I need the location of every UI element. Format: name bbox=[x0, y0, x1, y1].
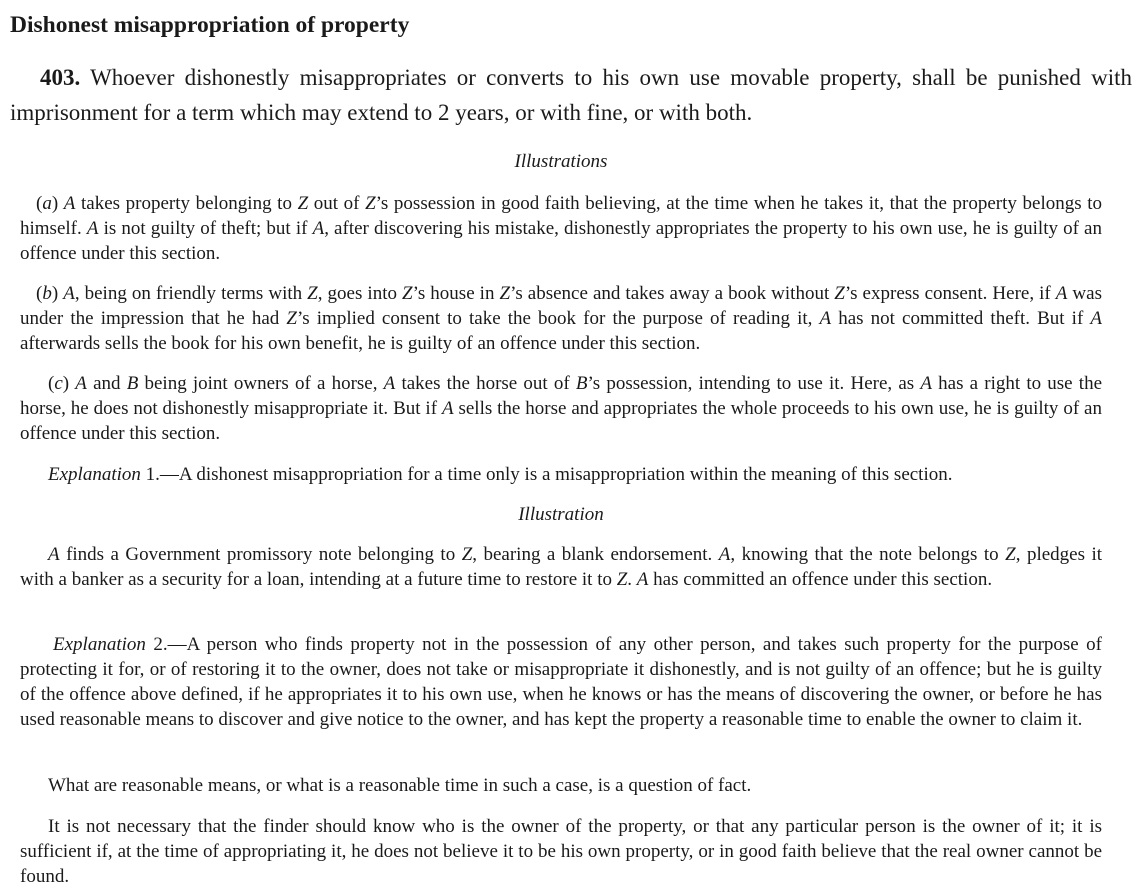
section-number: 403. bbox=[40, 65, 81, 90]
illustrations-heading: Illustrations bbox=[514, 151, 608, 172]
section-403-text bbox=[10, 60, 1132, 130]
explanation-2-label: Explanation bbox=[53, 634, 146, 655]
explanation-2 bbox=[20, 632, 1102, 732]
explanation-1-label: Explanation bbox=[48, 464, 141, 485]
illustration-c: (c) A and B being joint owners of a horse, A takes the horse out of B’s possession, intending to use it. Here, as A has a right to use the horse, he does not dishonestly misappropriate it. But if A sells the horse and appropriates the whole proceeds to his own use, he is guilty of an offence under this section. bbox=[20, 373, 1103, 444]
section-body: Whoever dishonestly misappropriates or converts to his own use movable property, shall be punished with imprisonment for a term which may extend to 2 years, or with fine, or with both. bbox=[10, 65, 1132, 125]
illustration-heading: Illustration bbox=[518, 504, 604, 525]
illustration-b: (b) A, being on friendly terms with Z, goes into Z’s house in Z’s absence and takes away a book without Z’s express consent. Here, if A was under the impression that he had Z’s implied consent to take the book for the purpose of reading it, A has not committed theft. But if A afterwards sells the book for his own benefit, he is guilty of an offence under this section. bbox=[20, 283, 1102, 354]
explanation-1-text: 1.—A dishonest misappropriation for a time only is a misappropriation within the meaning of this section. bbox=[140, 464, 953, 485]
explanation-1 bbox=[20, 462, 1102, 487]
illustration-a: (a) A takes property belonging to Z out of Z’s possession in good faith believing, at the time when he takes it, that the property belongs to himself. A is not guilty of theft; but if A, after discovering his mistake, dishonestly appropriates the property to his own use, he is guilty of an offence under this section. bbox=[20, 193, 1103, 264]
finder-paragraph: It is not necessary that the finder should know who is the owner of the property, or that any particular person is the owner of it; it is sufficient if, at the time of appropriating it, he does not believe it to be his own property, or in good faith believe that the real owner cannot be found. bbox=[20, 816, 1102, 887]
page-title: Dishonest misappropriation of property bbox=[10, 12, 410, 38]
reasonable-means-paragraph: What are reasonable means, or what is a reasonable time in such a case, is a question of fact. bbox=[48, 775, 752, 796]
explanation-2-text: 2.—A person who finds property not in the possession of any other person, and takes such property for the purpose of protecting it for, or of restoring it to the owner, does not take or misappropriate it dishonestly, and is not guilty of an offence; but he is guilty of the offence above defined, if he appropriates it to his own use, when he knows or has the means of discovering the owner, or before he has used reasonable means to discover and give notice to the owner, and has kept the property a reasonable time to enable the owner to claim it. bbox=[20, 634, 1102, 730]
illustration-promissory-note: A finds a Government promissory note belonging to Z, bearing a blank endorsement. A, knowing that the note belongs to Z, pledges it with a banker as a security for a loan, intending at a future time to restore it to Z. A has committed an offence under this section. bbox=[20, 544, 1103, 590]
